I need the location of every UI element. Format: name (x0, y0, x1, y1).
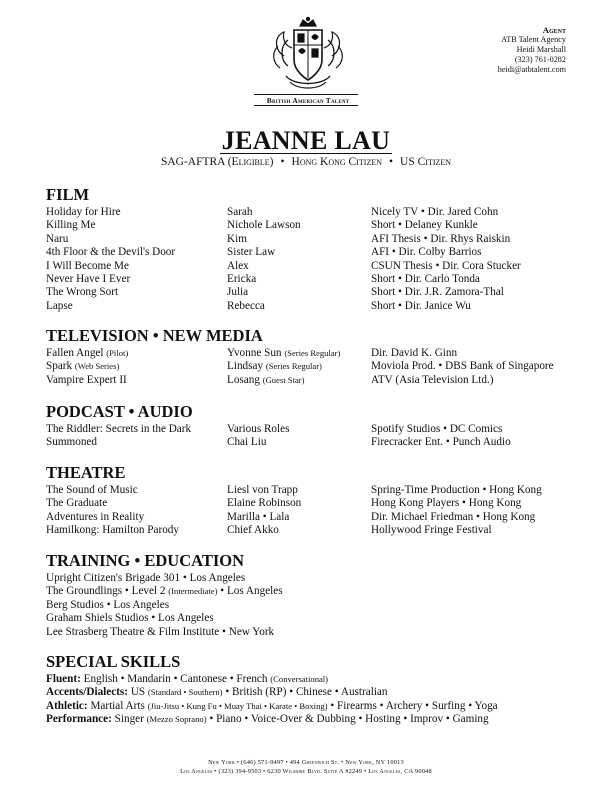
theatre-row: The Graduate Elaine Robinson Hong Kong Players • Hong Kong (46, 497, 522, 510)
film-row: Holiday for Hire Sarah Nicely TV • Dir. Jared Cohn (46, 206, 499, 218)
logo-divider-top (254, 94, 358, 95)
tv-row: Vampire Expert II Losang (Guest Star) ATV (Asia Television Ltd.) (46, 373, 494, 386)
citizenship-hk: Hong Kong Citizen (291, 156, 382, 168)
training-section (46, 552, 576, 639)
film-section (46, 186, 576, 313)
theatre-section (46, 464, 576, 538)
agent-name: Heidi Marshall (516, 45, 566, 54)
footer-new-york: New York • (646) 571-9497 • 494 Greenwich St. • New York, NY 10013 (208, 759, 404, 766)
podcast-row: The Riddler: Secrets in the Dark Various Roles Spotify Studios • DC Comics (46, 423, 503, 435)
actor-subtitle: SAG-AFTRA (Eligible) • Hong Kong Citizen • US Citizen (160, 156, 452, 168)
film-row: Lapse Rebecca Short • Dir. Janice Wu (46, 299, 471, 312)
training-item: Upright Citizen's Brigade 301 • Los Angeles (46, 572, 246, 584)
television-section (46, 327, 576, 387)
agent-agency: ATB Talent Agency (501, 35, 566, 44)
skill-line-fluent: Fluent: English • Mandarin • Cantonese • French (Conversational) (46, 673, 329, 685)
film-row: The Wrong Sort Julia Short • Dir. J.R. Zamora-Thal (46, 286, 504, 299)
agent-label: Agent (542, 25, 566, 35)
name-underline (220, 153, 392, 154)
film-row: Never Have I Ever Ericka Short • Dir. Carlo Tonda (46, 272, 480, 285)
agent-phone: (323) 761-0282 (514, 55, 566, 64)
training-item: Graham Shiels Studios • Los Angeles (46, 612, 214, 625)
training-item: Berg Studios • Los Angeles (46, 598, 170, 611)
theatre-row: The Sound of Music Liesl von Trapp Spring-Time Production • Hong Kong (46, 484, 542, 496)
podcast-heading: PODCAST • AUDIO (46, 402, 193, 421)
tv-row: Spark (Web Series) Lindsay (Series Regular) Moviola Prod. • DBS Bank of Singapore (46, 360, 554, 373)
training-item: Lee Strasberg Theatre & Film Institute • New York (46, 625, 275, 638)
agent-contact (498, 25, 566, 75)
theatre-row: Hamilkong: Hamilton Parody Chief Akko Hollywood Fringe Festival (46, 524, 492, 537)
film-heading: FILM (46, 185, 90, 204)
agent-email: heidi@atbtalent.com (497, 65, 566, 74)
skills-heading: SPECIAL SKILLS (46, 652, 181, 671)
agency-crest-logo (270, 16, 346, 96)
tv-row: Fallen Angel (Pilot) Yvonne Sun (Series Regular) Dir. David K. Ginn (46, 347, 458, 359)
union-status: SAG-AFTRA (Eligible) (160, 156, 274, 168)
footer-los-angeles: Los Angeles • (323) 394-9503 • 6230 Wilshire Blvd. Suite A #2249 • Los Angeles, CA 90048 (180, 768, 432, 775)
podcast-row: Summoned Chai Liu Firecracker Ent. • Punch Audio (46, 436, 511, 449)
skills-section (46, 653, 576, 727)
actor-name: JEANNE LAU (221, 126, 391, 155)
film-row: 4th Floor & the Devil's Door Sister Law AFI • Dir. Colby Barrios (46, 246, 482, 259)
film-row: I Will Become Me Alex CSUN Thesis • Dir. Cora Stucker (46, 259, 521, 272)
podcast-section (46, 403, 576, 450)
skill-line-athletic: Athletic: Martial Arts (Jiu-Jitsu • Kung Fu • Muay Thai • Karate • Boxing) • Firearms • Archery • Surfing • Yoga (46, 699, 498, 712)
television-heading: TELEVISION • NEW MEDIA (46, 326, 263, 345)
skill-line-performance: Performance: Singer (Mezzo Soprano) • Piano • Voice-Over & Dubbing • Hosting • Improv • Gaming (46, 713, 489, 726)
film-row: Naru Kim AFI Thesis • Dir. Rhys Raiskin (46, 232, 511, 245)
citizenship-us: US Citizen (400, 156, 452, 168)
agency-logo-name: British American Talent (266, 96, 350, 105)
theatre-row: Adventures in Reality Marilla • Lala Dir. Michael Friedman • Hong Kong (46, 510, 536, 523)
logo-divider-bottom (254, 105, 358, 106)
training-heading: TRAINING • EDUCATION (46, 551, 244, 570)
training-item: The Groundlings • Level 2 (Intermediate) • Los Angeles (46, 585, 283, 598)
theatre-heading: THEATRE (46, 463, 126, 482)
skill-line-accents: Accents/Dialects: US (Standard • Southern) • British (RP) • Chinese • Australian (46, 686, 388, 699)
film-row: Killing Me Nichole Lawson Short • Delaney Kunkle (46, 219, 478, 232)
